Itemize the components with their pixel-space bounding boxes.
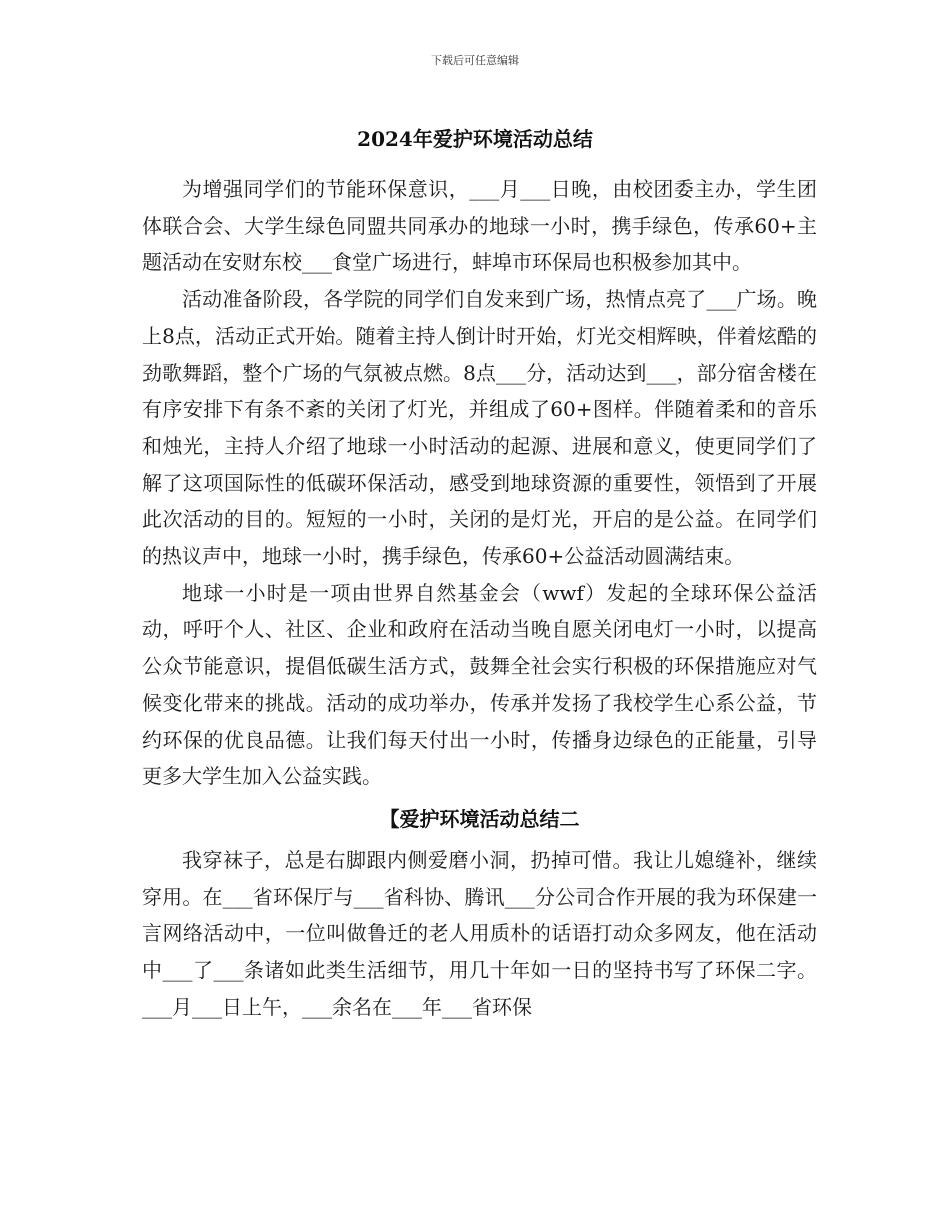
paragraph: 地球一小时是一项由世界自然基金会（wwf）发起的全球环保公益活动，呼吁个人、社区、企业和政府在活动当晚自愿关闭电灯一小时，以提高公众节能意识，提倡低碳生活方式，鼓舞全社会实行积极的环保措施应对气候变化带来的挑战。活动的成功举办，传承并发扬了我校学生心系公益，节约环保的优良品德。让我们每天付出一小时，传播身边绿色的正能量，引导更多大学生加入公益实践。 [142,580,817,789]
paragraph: 活动准备阶段，各学院的同学们自发来到广场，热情点亮了___广场。晚上8点，活动正式开始。随着主持人倒计时开始，灯光交相辉映，伴着炫酷的劲歌舞蹈，整个广场的气氛被点燃。8点___分，活动达到___，部分宿舍楼在有序安排下有条不紊的关闭了灯光，并组成了60+图样。伴随着柔和的音乐和烛光，主持人介绍了地球一小时活动的起源、进展和意义，使更同学们了解了这项国际性的低碳环保活动，感受到地球资源的重要性，领悟到了开展此次活动的目的。短短的一小时，关闭的是灯光，开启的是公益。在同学们的热议声中，地球一小时，携手绿色，传承60+公益活动圆满结束。 [142,287,817,569]
document-title: 2024年爱护环境活动总结 [357,127,593,151]
page-header: 下载后可任意编辑 [431,54,519,67]
paragraph: 我穿袜子，总是右脚跟内侧爱磨小洞，扔掉可惜。我让儿媳缝补，继续穿用。在___省环保厅与___省科协、腾讯___分公司合作开展的我为环保建一言网络活动中，一位叫做鲁迁的老人用质朴的话语打动众多网友，他在活动中___了___条诸如此类生活细节，用几十年如一日的坚持书写了环保二字。___月___日上午，___余名在___年___省环保 [142,847,817,1019]
section-heading: 【爱护环境活动总结二 [379,806,580,831]
document-body [142,171,817,1025]
paragraph: 为增强同学们的节能环保意识，___月___日晚，由校团委主办，学生团体联合会、大学生绿色同盟共同承办的地球一小时，携手绿色，传承60+主题活动在安财东校___食堂广场进行，蚌埠市环保局也积极参加其中。 [142,177,817,275]
